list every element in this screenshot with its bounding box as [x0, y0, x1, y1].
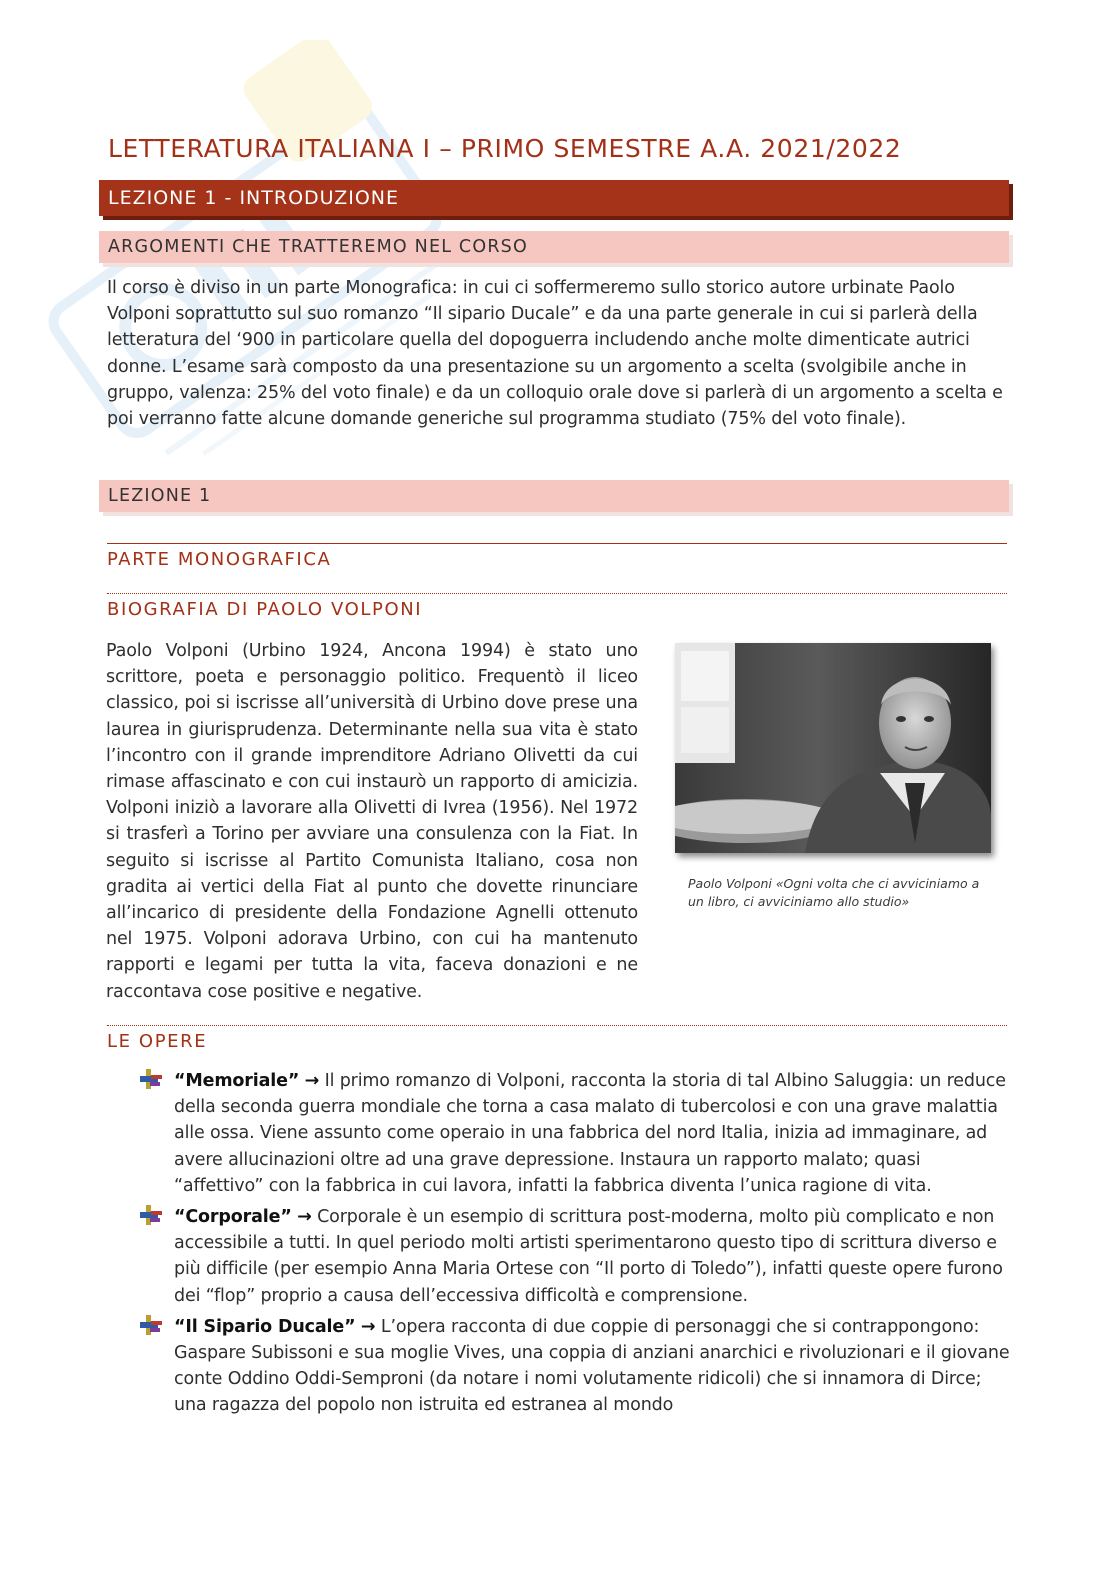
author-photo	[675, 643, 991, 853]
page-title: LETTERATURA ITALIANA I – PRIMO SEMESTRE A.A. 2021/2022	[108, 134, 902, 163]
work-title: “Il Sipario Ducale”	[174, 1316, 356, 1337]
works-heading: LE OPERE	[107, 1031, 208, 1052]
book-stack-icon	[140, 1315, 162, 1335]
photo-caption: Paolo Volponi «Ogni volta che ci avviciniamo a un libro, ci avviciniamo allo studio»	[688, 876, 980, 909]
book-stack-icon	[140, 1069, 162, 1089]
work-title: “Corporale”	[174, 1207, 292, 1228]
monograph-heading: PARTE MONOGRAFICA	[107, 549, 332, 570]
list-item	[140, 1204, 1010, 1309]
dotted-divider	[107, 1025, 1007, 1026]
course-topics-heading: ARGOMENTI CHE TRATTEREMO NEL CORSO	[99, 231, 1009, 263]
work-description: Il primo romanzo di Volponi, racconta la storia di tal Albino Saluggia: un reduce della seconda guerra mondiale che torna a casa malato di tubercolosi e con una grave malattia alle ossa. Viene assunto come operaio in una fabbrica del nord Italia, inizia ad immaginare, ad avere allucinazioni oltre ad una grave depressione. Instaura un rapporto malato; quasi “affettivo” con la fabbrica in cui lavora, infatti la fabbrica diventa l’unica ragione di vita.	[174, 1071, 1006, 1196]
biography-text: Paolo Volponi (Urbino 1924, Ancona 1994) è stato uno scrittore, poeta e personaggio politico. Frequentò il liceo classico, poi si iscrisse all’università di Urbino dove prese una laurea in giurisprudenza. Determinante nella sua vita è stato l’incontro con il grande imprenditore Adriano Olivetti da cui rimase affascinato e con cui instaurò un rapporto di amicizia. Volponi iniziò a lavorare alla Olivetti di Ivrea (1956). Nel 1972 si trasferì a Torino per avviare una consulenza con la Fiat. In seguito si iscrisse al Partito Comunista Italiano, cosa non gradita ai vertici della Fiat al punto che dovette rinunciare all’incarico di presidente della Fondazione Agnelli ottenuto nel 1975. Volponi adorava Urbino, con cui ha mantenuto rapporti e legami per tutta la vita, faceva donazioni e ne raccontava cose positive e negative.	[106, 641, 638, 1002]
arrow-icon: →	[304, 1071, 320, 1091]
dotted-divider	[107, 593, 1007, 594]
course-description: Il corso è diviso in un parte Monografica: in cui ci soffermeremo sullo storico autore urbinate Paolo Volponi soprattutto sul suo romanzo “Il sipario Ducale” e da una parte generale in cui si parlerà della letteratura del ‘900 in particolare quella del dopoguerra includendo anche molte dimenticate autrici donne. L’esame sarà composto da una presentazione su un argomento a scelta (svolgibile anche in gruppo, valenza: 25% del voto finale) e da un colloquio orale dove si parlerà di un argomento a scelta e poi verranno fatte alcune domande generiche sul programma studiato (75% del voto finale).	[107, 278, 1003, 430]
section-divider	[107, 543, 1007, 544]
lesson-introduction-band: LEZIONE 1 - INTRODUZIONE	[99, 180, 1009, 216]
list-item	[140, 1068, 1010, 1199]
arrow-icon: →	[297, 1207, 312, 1228]
portrait-image	[675, 643, 991, 853]
work-description: Corporale è un esempio di scrittura post-moderna, molto più complicato e non accessibile a tutti. In quel periodo molti artisti sperimentarono questo tipo di scrittura diverso e più difficile (per esempio Anna Maria Ortese con “Il porto di Toledo”), infatti queste opere furono dei “flop” proprio a causa dell’eccessiva difficoltà e comprensione.	[174, 1207, 1003, 1306]
work-description: L’opera racconta di due coppie di personaggi che si contrappongono: Gaspare Subissoni e sua moglie Vives, una coppia di anziani anarchici e rivoluzionari e il giovane conte Oddino Oddi-Semproni (da notare i nomi volutamente ridicoli) che si innamora di Dirce; una ragazza del popolo non istruita ed estranea al mondo	[174, 1316, 1010, 1416]
work-title: “Memoriale”	[174, 1071, 300, 1091]
list-item	[140, 1314, 1010, 1419]
book-stack-icon	[140, 1205, 162, 1225]
lesson-1-band: LEZIONE 1	[99, 480, 1009, 512]
works-list	[140, 1068, 1010, 1424]
arrow-icon: →	[360, 1316, 376, 1337]
biography-heading: BIOGRAFIA DI PAOLO VOLPONI	[107, 599, 423, 620]
